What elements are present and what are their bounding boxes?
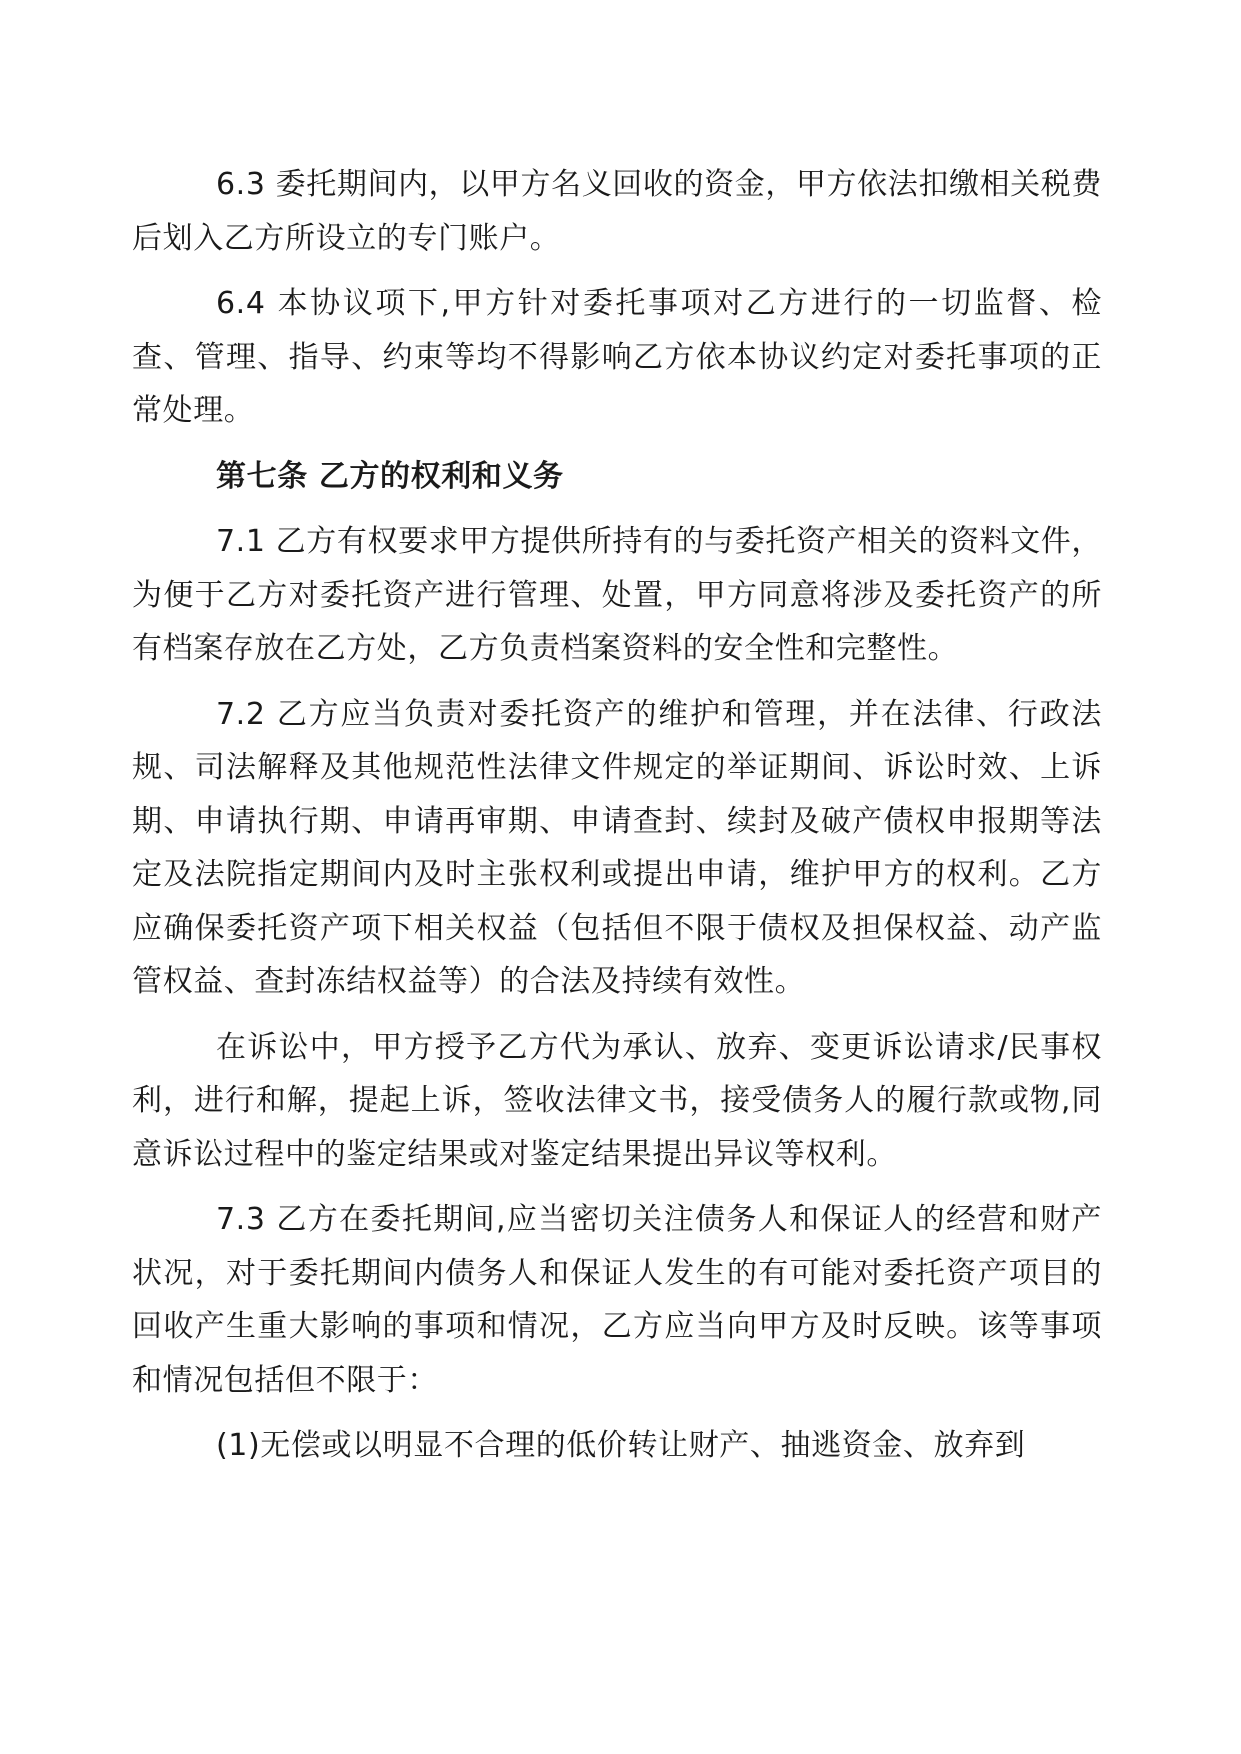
clause-7-3: 7.3 乙方在委托期间,应当密切关注债务人和保证人的经营和财产状况，对于委托期间内债务人和保证人发生的有可能对委托资产项目的回收产生重大影响的事项和情况，乙方应当向甲方及时反映。该等事项和情况包括但不限于： <box>132 1202 1102 1398</box>
clause-6-3: 6.3 委托期间内，以甲方名义回收的资金，甲方依法扣缴相关税费后划入乙方所设立的专门账户。 <box>132 167 1102 256</box>
clause-7-1: 7.1 乙方有权要求甲方提供所持有的与委托资产相关的资料文件，为便于乙方对委托资产进行管理、处置，甲方同意将涉及委托资产的所有档案存放在乙方处，乙方负责档案资料的安全性和完整性。 <box>132 524 1102 666</box>
clause-7-3-item-1: (1)无偿或以明显不合理的低价转让财产、抽逃资金、放弃到 <box>216 1428 1026 1463</box>
document-page <box>132 158 1102 1485</box>
clause-7-2: 7.2 乙方应当负责对委托资产的维护和管理，并在法律、行政法规、司法解释及其他规范性法律文件规定的举证期间、诉讼时效、上诉期、申请执行期、申请再审期、申请查封、续封及破产债权申报期等法定及法院指定期间内及时主张权利或提出申请，维护甲方的权利。乙方应确保委托资产项下相关权益（包括但不限于债权及担保权益、动产监管权益、查封冻结权益等）的合法及持续有效性。 <box>132 696 1102 999</box>
clause-6-4: 6.4 本协议项下,甲方针对委托事项对乙方进行的一切监督、检查、管理、指导、约束等均不得影响乙方依本协议约定对委托事项的正常处理。 <box>132 286 1102 428</box>
clause-7-2-litigation: 在诉讼中，甲方授予乙方代为承认、放弃、变更诉讼请求/民事权利，进行和解，提起上诉，签收法律文书，接受债务人的履行款或物,同意诉讼过程中的鉴定结果或对鉴定结果提出异议等权利。 <box>132 1029 1102 1172</box>
article-7-heading: 第七条 乙方的权利和义务 <box>216 458 564 494</box>
